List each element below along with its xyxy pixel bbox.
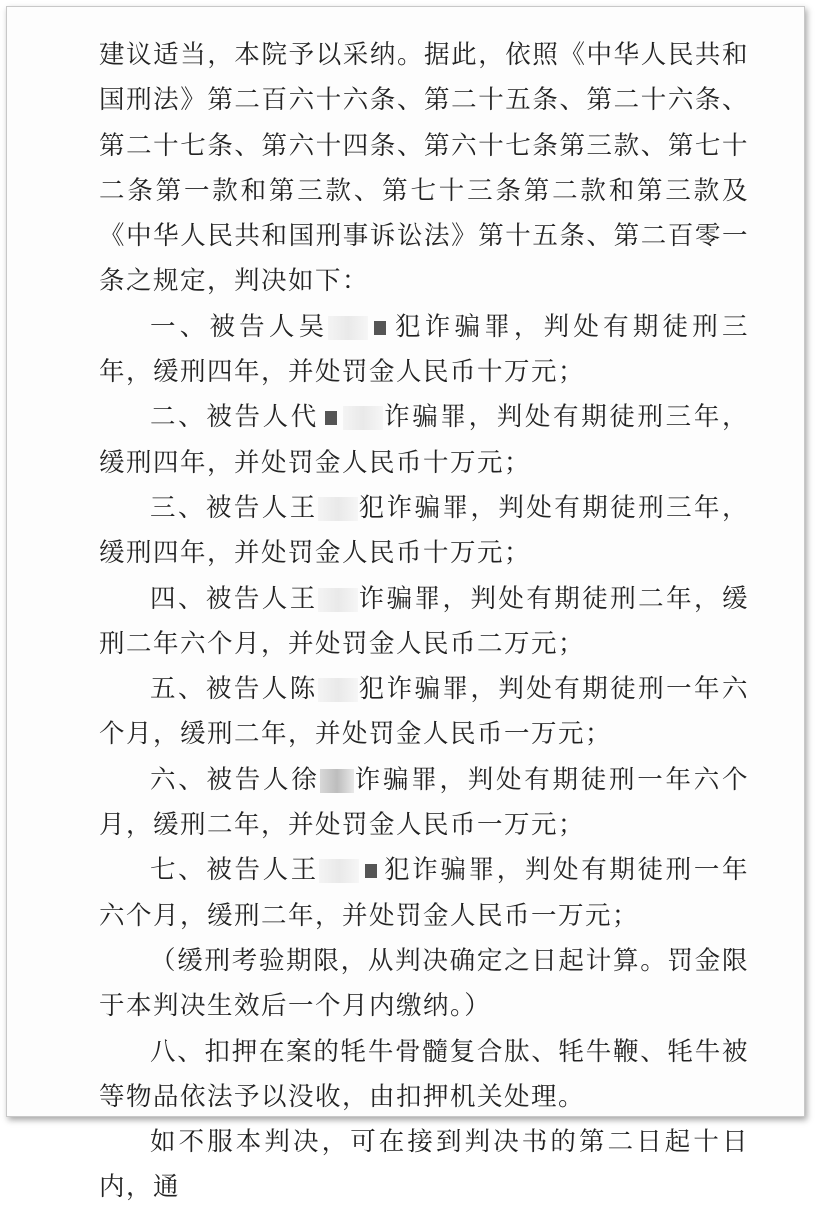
item-6-body: 诈骗罪，判处有期徒刑一年六个月，缓刑二年，并处罚金人民币一万元； bbox=[99, 764, 749, 841]
item-7-prefix: 七、被告人王 bbox=[150, 855, 319, 886]
redaction-mark bbox=[325, 411, 337, 425]
probation-note: （缓刑考验期限，从判决确定之日起计算。罚金限于本判决生效后一个月内缴纳。） bbox=[99, 945, 749, 1022]
item-6-prefix: 六、被告人徐 bbox=[150, 764, 320, 795]
item-7-body: 犯诈骗罪，判处有期徒刑一年六个月，缓刑二年，并处罚金人民币一万元； bbox=[99, 855, 749, 931]
judgment-text bbox=[99, 33, 749, 1211]
item-5-prefix: 五、被告人陈 bbox=[150, 674, 318, 705]
item-5-body: 犯诈骗罪，判处有期徒刑一年六个月，缓刑二年，并处罚金人民币一万元； bbox=[99, 674, 749, 750]
redaction-block bbox=[318, 497, 358, 521]
item-1-body: 犯诈骗罪，判处有期徒刑三年，缓刑四年，并处罚金人民币十万元； bbox=[99, 311, 749, 388]
intro-paragraph: 建议适当，本院予以采纳。据此，依照《中华人民共和国刑法》第二百六十六条、第二十五条、第二十六条、第二十七条、第六十四条、第六十七条第三款、第七十二条第一款和第三款、第七十三条第二款和第三款及《中华人民共和国刑事诉讼法》第十五条、第二百零一条之规定，判决如下： bbox=[99, 40, 749, 297]
item-4-body: 诈骗罪，判处有期徒刑二年，缓刑二年六个月，并处罚金人民币二万元； bbox=[99, 583, 749, 659]
redaction-block bbox=[343, 406, 383, 430]
appeal-notice: 如不服本判决，可在接到判决书的第二日起十日内，通 bbox=[99, 1127, 749, 1203]
verdict-item-5 bbox=[99, 667, 749, 758]
redaction-mark bbox=[365, 864, 377, 878]
item-2-prefix: 二、被告人代 bbox=[150, 402, 319, 433]
redaction-block bbox=[320, 769, 354, 793]
verdict-item-2 bbox=[99, 395, 749, 486]
redaction-block bbox=[318, 588, 358, 612]
item-3-prefix: 三、被告人王 bbox=[150, 492, 318, 523]
redaction-block bbox=[328, 316, 368, 340]
document-page bbox=[6, 6, 805, 1203]
verdict-item-7 bbox=[99, 848, 749, 939]
item-3-body: 犯诈骗罪，判处有期徒刑三年，缓刑四年，并处罚金人民币十万元； bbox=[99, 492, 749, 569]
item-4-prefix: 四、被告人王 bbox=[150, 583, 318, 614]
redaction-block bbox=[319, 859, 359, 883]
redaction-mark bbox=[374, 321, 386, 335]
item-2-body: 诈骗罪，判处有期徒刑三年，缓刑四年，并处罚金人民币十万元； bbox=[99, 402, 749, 478]
item-1-prefix: 一、被告人吴 bbox=[150, 311, 329, 342]
redaction-block bbox=[318, 678, 358, 702]
verdict-item-8: 八、扣押在案的牦牛骨髓复合肽、牦牛鞭、牦牛被等物品依法予以没收，由扣押机关处理。 bbox=[99, 1036, 749, 1112]
verdict-item-3 bbox=[99, 486, 749, 577]
verdict-item-1 bbox=[99, 305, 749, 396]
verdict-item-4 bbox=[99, 577, 749, 668]
verdict-item-6 bbox=[99, 758, 749, 849]
